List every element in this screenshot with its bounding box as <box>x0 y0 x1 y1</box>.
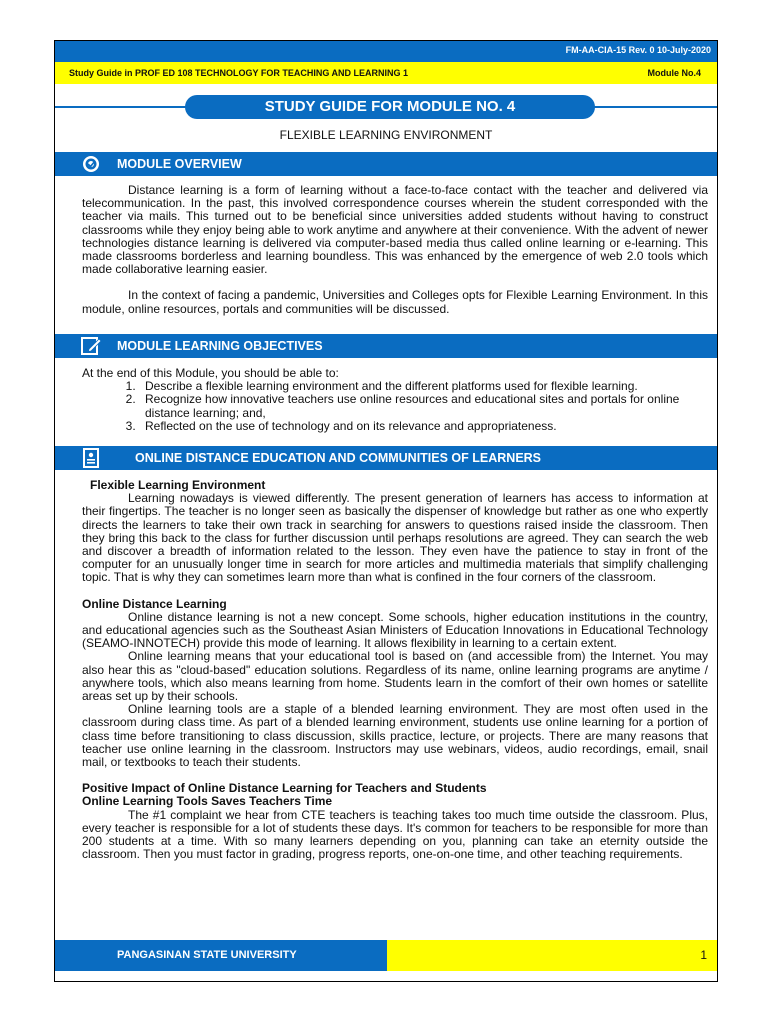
section-heading: ONLINE DISTANCE EDUCATION AND COMMUNITIES OF LEARNERS <box>135 451 542 465</box>
page-number: 1 <box>700 948 707 962</box>
module-number: Module No.4 <box>647 68 701 78</box>
objectives-body <box>82 367 708 433</box>
document-code-bar <box>55 41 717 62</box>
section-header-online-education <box>55 446 717 470</box>
footer-page-bar <box>387 940 717 971</box>
university-name: PANGASINAN STATE UNIVERSITY <box>117 949 297 961</box>
overview-body <box>82 184 708 316</box>
online-body <box>82 479 708 861</box>
objectives-list <box>82 380 708 433</box>
flexible-paragraph: Learning nowadays is viewed differently. The present generation of learners has access to information at their fingertips. The teacher is no longer seen as basically the dispenser of knowledge but rather as one who expertly directs the learners to take their own track in searching for answers to questions raised inside the classroom. Then they bring this back to the class for further discussion until perhaps resolutions are agreed. They can search the web and discover a breadth of information related to the lesson. They even have the patience to stay in front of the computer for an unusually longer time in search for more articles and multimedia materials that simplify challenging topic. That is why they can sometimes learn more than what is confined in the four corners of the classroom. <box>82 491 708 585</box>
edit-icon <box>79 336 103 356</box>
section-header-objectives <box>55 334 717 358</box>
odl-paragraph: Online learning tools are a staple of a blended learning environment. They are most often used in the classroom during class time. As part of a blended learning environment, students use online learning for a portion of class time before transitioning to class discussion, skills practice, lecture, or projects. There are many reasons that teacher use online learning in the classroom. Instructors may use webinars, videos, audio recordings, email, snail mail, or textbooks to teach their students. <box>82 702 708 770</box>
subheading-positive-impact: Positive Impact of Online Distance Learning for Teachers and Students <box>82 781 487 796</box>
document-code: FM-AA-CIA-15 Rev. 0 10-July-2020 <box>565 45 711 55</box>
subheading-flexible: Flexible Learning Environment <box>90 478 266 492</box>
course-header-bar <box>55 62 717 84</box>
overview-paragraph: Distance learning is a form of learning without a face-to-face contact with the teacher and delivered via telecommunication. In the past, this involved correspondence courses wherein the student corresponded with the teacher via mails. This turned out to be beneficial since universities added students without having to construct classrooms while they enjoy being able to work anytime and anywhere at their convenience. With the advent of newer technologies distance learning is delivered via computer-based media thus called online learning or e-learning. This made classrooms borderless and learning boundless. This was enhanced by the emergence of web 2.0 tools which made collaborative learning easier. <box>82 183 708 277</box>
objectives-intro: At the end of this Module, you should be able to: <box>82 366 339 380</box>
objective-item: 2. Recognize how innovative teachers use online resources and educational sites and portals for online distance learning; and, <box>139 393 708 419</box>
odl-paragraph: Online distance learning is not a new concept. Some schools, higher education institutions in the country, and educational agencies such as the Southeast Asian Ministers of Education Innovations in Educational Technology (SEAMO-INNOTECH) provide this mode of learning. It allows flexibility in learning to a certain extent. <box>82 609 708 651</box>
tools-paragraph: The #1 complaint we hear from CTE teachers is teaching takes too much time outside the classroom. Plus, every teacher is responsible for a lot of students these days. It's common for teachers to be responsible for more than 200 students at a time. With so many learners depending on you, planning can take an eternity outside the classroom. Then you must factor in grading, progress reports, one-on-one time, and other teaching requirements. <box>82 807 708 862</box>
footer-university-bar <box>55 940 387 971</box>
objective-item: 3. Reflected on the use of technology and on its relevance and appropriateness. <box>139 420 708 433</box>
overview-paragraph: In the context of facing a pandemic, Universities and Colleges opts for Flexible Learning Environment. In this module, online resources, portals and communities will be discussed. <box>82 288 708 316</box>
title-band <box>55 95 717 119</box>
section-header-overview <box>55 152 717 176</box>
course-title: Study Guide in PROF ED 108 TECHNOLOGY FOR TEACHING AND LEARNING 1 <box>69 68 409 78</box>
subheading-online-distance: Online Distance Learning <box>82 596 227 611</box>
objective-item: 1. Describe a flexible learning environment and the different platforms used for flexible learning. <box>139 380 708 393</box>
document-icon <box>79 448 103 468</box>
section-heading: MODULE OVERVIEW <box>117 157 242 171</box>
page-title: STUDY GUIDE FOR MODULE NO. 4 <box>185 95 595 119</box>
target-icon <box>79 154 103 174</box>
odl-paragraph: Online learning means that your educational tool is based on (and accessible from) the Internet. You may also hear this as "cloud-based" education solutions. Regardless of its name, online learning programs are anytime / anywhere tools, which also means learning from home. Students learn in the comfort of their own homes or satellite areas set up by their schools. <box>82 649 708 704</box>
module-subtitle: FLEXIBLE LEARNING ENVIRONMENT <box>279 128 493 142</box>
section-heading: MODULE LEARNING OBJECTIVES <box>117 339 323 353</box>
subheading-saves-time: Online Learning Tools Saves Teachers Time <box>82 794 333 809</box>
